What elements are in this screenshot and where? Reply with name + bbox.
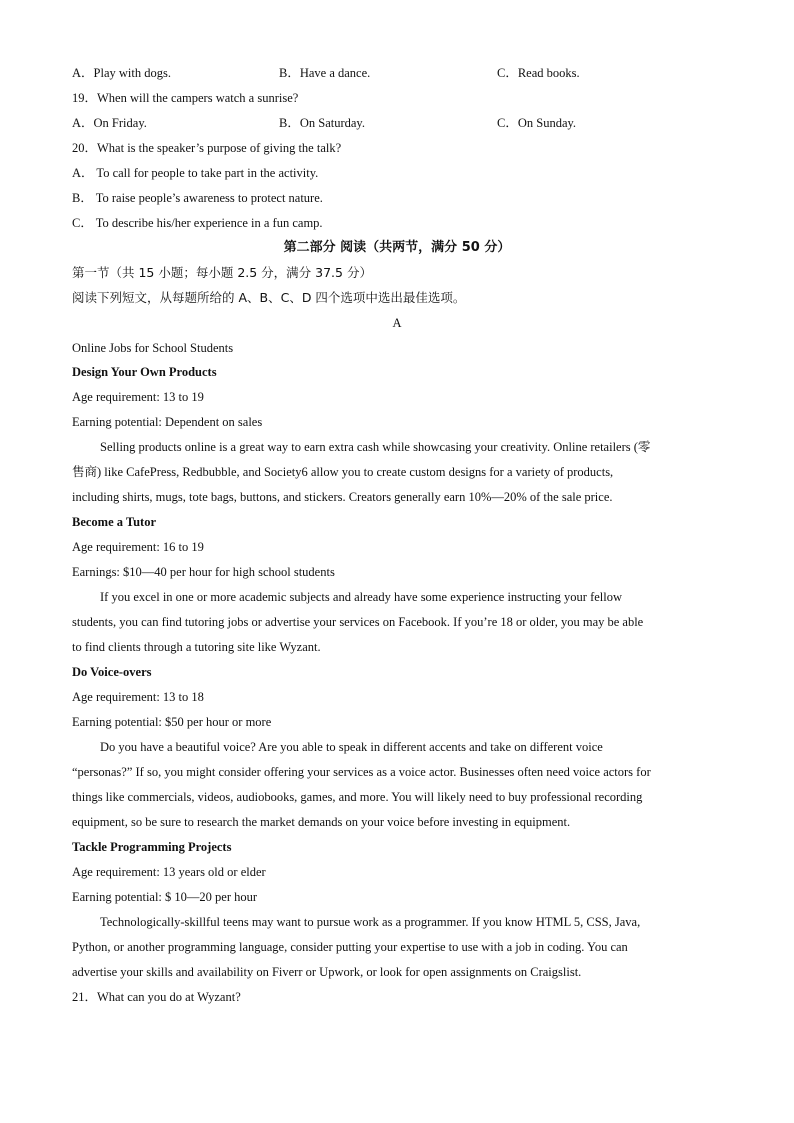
q19-stem: 19．When will the campers watch a sunrise? xyxy=(72,91,299,105)
job-earnings: Earning potential: Dependent on sales xyxy=(72,415,263,429)
job-paragraph-line: Selling products online is a great way to earn extra cash while showcasing your creativity. Online retailers (零 xyxy=(100,440,651,454)
job-paragraph-line: things like commercials, videos, audiobooks, games, and more. You will likely need to buy professional recording xyxy=(72,790,643,804)
job-paragraph-line: Python, or another programming language, consider putting your expertise to use with a job in coding. You can xyxy=(72,940,628,954)
job-age: Age requirement: 13 years old or elder xyxy=(72,865,266,879)
job-heading: Design Your Own Products xyxy=(72,365,217,379)
job-paragraph-line: equipment, so be sure to research the market demands on your voice before investing in equipment. xyxy=(72,815,571,829)
q20-option-b: B． To raise people’s awareness to protect nature. xyxy=(72,191,323,205)
job-heading: Become a Tutor xyxy=(72,515,157,529)
job-heading: Tackle Programming Projects xyxy=(72,840,232,854)
job-paragraph-line: If you excel in one or more academic subjects and already have some experience instructing your fellow xyxy=(100,590,623,604)
q21-stem: 21．What can you do at Wyzant? xyxy=(72,990,241,1004)
q18-option-b: B．Have a dance. xyxy=(279,66,371,80)
job-earnings: Earning potential: $50 per hour or more xyxy=(72,715,272,729)
q20-option-a: A． To call for people to take part in the activity. xyxy=(72,166,319,180)
job-paragraph-line: to find clients through a tutoring site like Wyzant. xyxy=(72,640,321,654)
job-earnings: Earning potential: $ 10—20 per hour xyxy=(72,890,258,904)
job-paragraph-line: including shirts, mugs, tote bags, buttons, and stickers. Creators generally earn 10%—20% of the sale price. xyxy=(72,490,613,504)
instruction: 阅读下列短文，从每题所给的 A、B、C、D 四个选项中选出最佳选项。 xyxy=(72,290,466,305)
job-age: Age requirement: 13 to 19 xyxy=(72,390,204,404)
job-earnings: Earnings: $10—40 per hour for high school students xyxy=(72,565,335,579)
q19-option-c: C．On Sunday. xyxy=(497,116,577,130)
q18-option-c: C．Read books. xyxy=(497,66,580,80)
job-paragraph-line: “personas?” If so, you might consider offering your services as a voice actor. Businesses often need voice actors for xyxy=(72,765,651,779)
q19-option-a: A．On Friday. xyxy=(72,116,147,130)
job-paragraph-line: 售商) like CafePress, Redbubble, and Society6 allow you to create custom designs for a variety of products, xyxy=(72,465,614,479)
q18-option-a: A．Play with dogs. xyxy=(72,66,171,80)
q19-option-b: B．On Saturday. xyxy=(279,116,365,130)
passage-label: A xyxy=(392,316,402,330)
job-paragraph-line: students, you can find tutoring jobs or advertise your services on Facebook. If you’re 18 or older, you may be able xyxy=(72,615,644,629)
job-paragraph-line: Technologically-skillful teens may want to pursue work as a programmer. If you know HTML 5, CSS, Java, xyxy=(100,915,641,929)
q20-stem: 20．What is the speaker’s purpose of giving the talk? xyxy=(72,141,342,155)
part2-title: 第二部分 阅读（共两节，满分 50 分） xyxy=(283,240,511,255)
job-age: Age requirement: 16 to 19 xyxy=(72,540,204,554)
job-age: Age requirement: 13 to 18 xyxy=(72,690,204,704)
q20-option-c: C． To describe his/her experience in a fun camp. xyxy=(72,216,323,230)
passage-title: Online Jobs for School Students xyxy=(72,341,234,355)
section1-title: 第一节（共 15 小题；每小题 2.5 分，满分 37.5 分） xyxy=(72,265,372,280)
job-heading: Do Voice-overs xyxy=(72,665,152,679)
job-paragraph-line: Do you have a beautiful voice? Are you able to speak in different accents and take on different voice xyxy=(100,740,603,754)
job-paragraph-line: advertise your skills and availability on Fiverr or Upwork, or look for open assignments on Craigslist. xyxy=(72,965,582,979)
